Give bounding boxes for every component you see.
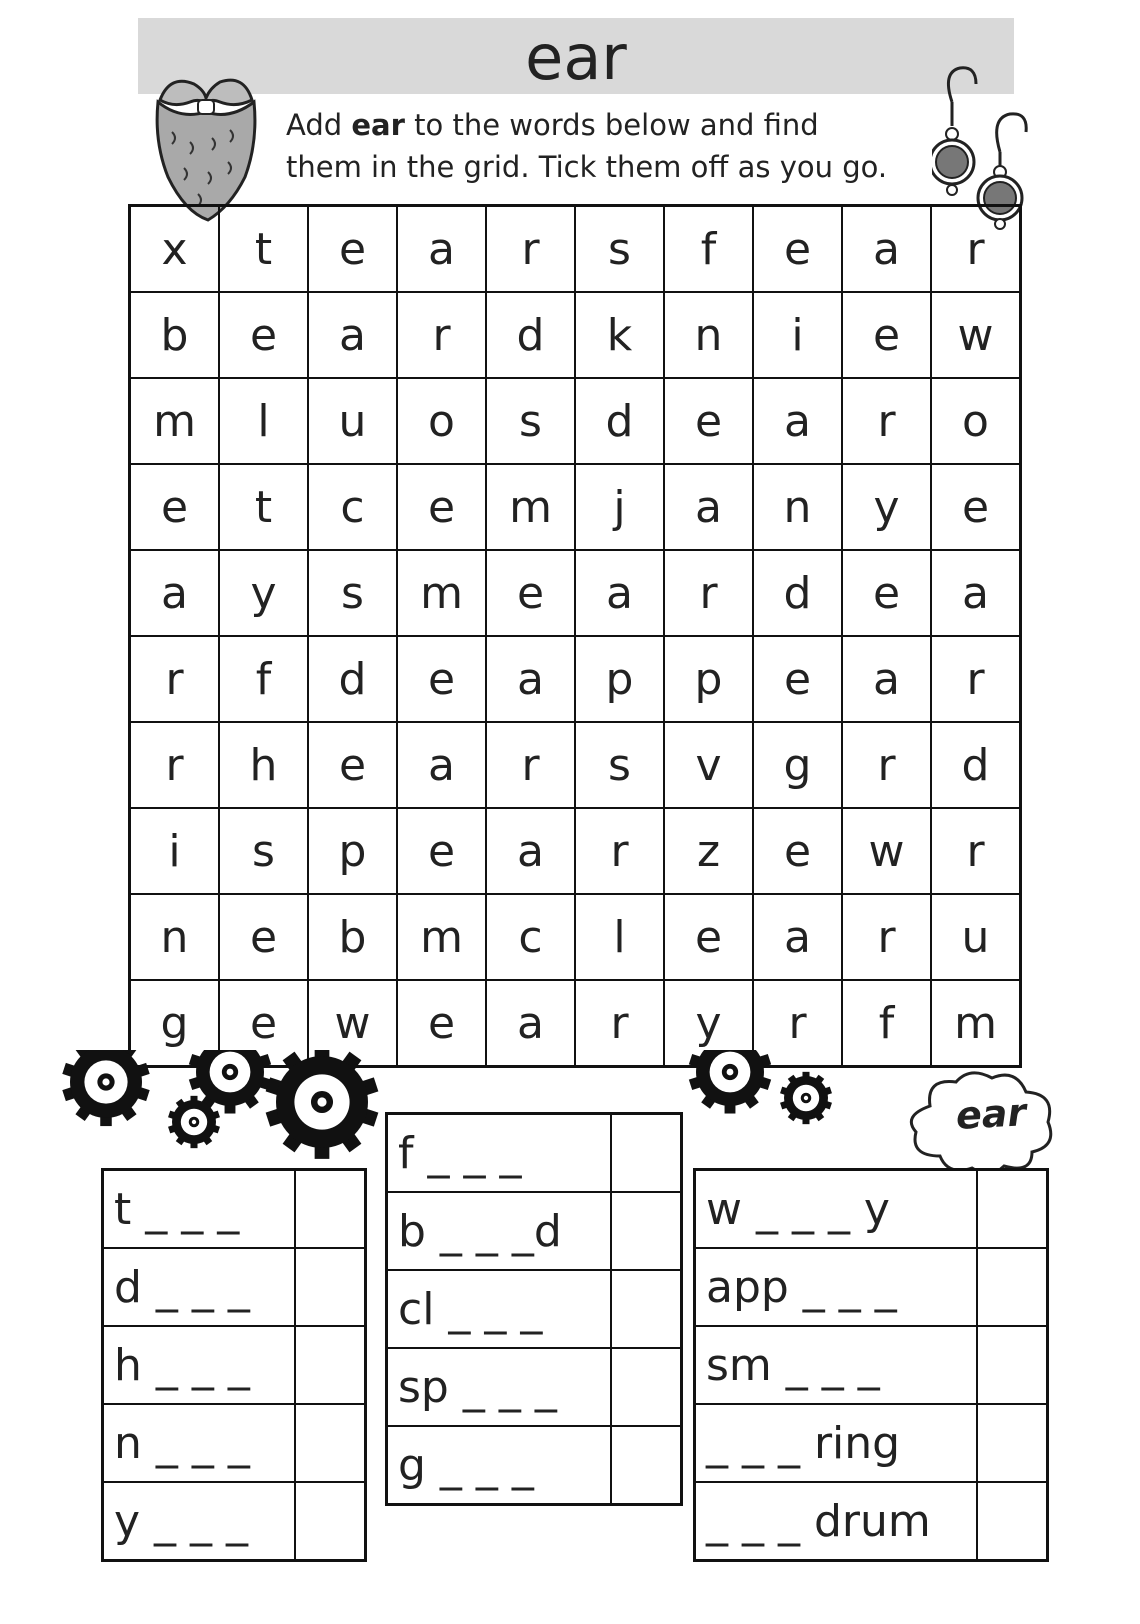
grid-cell[interactable]: t — [219, 464, 308, 550]
gear-icon — [62, 1050, 149, 1126]
word-list-row — [387, 1192, 682, 1270]
grid-cell[interactable]: r — [931, 206, 1021, 293]
grid-cell[interactable]: l — [575, 894, 664, 980]
grid-cell[interactable]: i — [130, 808, 220, 894]
grid-cell[interactable]: h — [219, 722, 308, 808]
grid-cell[interactable]: m — [486, 464, 575, 550]
grid-cell[interactable]: z — [664, 808, 753, 894]
grid-cell[interactable]: r — [931, 808, 1021, 894]
word-list-row — [103, 1404, 366, 1482]
gear-icon — [780, 1072, 832, 1124]
grid-cell[interactable]: n — [753, 464, 842, 550]
grid-cell[interactable]: w — [931, 292, 1021, 378]
word-prompt: y _ _ _ — [103, 1482, 296, 1561]
grid-cell[interactable]: e — [931, 464, 1021, 550]
grid-row — [130, 808, 1021, 894]
word-list-middle — [385, 1112, 683, 1506]
instructions-line-1: Add ear to the words below and find — [286, 108, 819, 142]
grid-cell[interactable]: f — [664, 206, 753, 293]
word-prompt: cl _ _ _ — [387, 1270, 612, 1348]
grid-cell[interactable]: x — [130, 206, 220, 293]
grid-cell[interactable]: s — [486, 378, 575, 464]
grid-cell[interactable]: a — [753, 378, 842, 464]
grid-cell[interactable]: y — [842, 464, 931, 550]
tick-box[interactable] — [611, 1348, 682, 1426]
grid-cell[interactable]: u — [308, 378, 397, 464]
grid-cell[interactable]: r — [842, 378, 931, 464]
grid-cell[interactable]: a — [397, 206, 486, 293]
grid-cell[interactable]: e — [664, 894, 753, 980]
grid-cell[interactable]: u — [931, 894, 1021, 980]
grid-cell[interactable]: m — [931, 980, 1021, 1067]
grid-cell[interactable]: d — [931, 722, 1021, 808]
grid-cell[interactable]: m — [130, 378, 220, 464]
grid-cell[interactable]: e — [219, 980, 308, 1067]
grid-cell[interactable]: r — [486, 722, 575, 808]
grid-cell[interactable]: w — [842, 808, 931, 894]
grid-row — [130, 292, 1021, 378]
grid-cell[interactable]: d — [753, 550, 842, 636]
word-list-row — [103, 1248, 366, 1326]
grid-cell[interactable]: p — [308, 808, 397, 894]
grid-cell[interactable]: r — [130, 722, 220, 808]
gear-icon — [689, 1050, 771, 1114]
word-list-row — [103, 1482, 366, 1561]
grid-cell[interactable]: r — [575, 808, 664, 894]
grid-cell[interactable]: a — [308, 292, 397, 378]
word-prompt: h _ _ _ — [103, 1326, 296, 1404]
grid-cell[interactable]: e — [308, 206, 397, 293]
grid-cell[interactable]: d — [575, 378, 664, 464]
grid-cell[interactable]: o — [397, 378, 486, 464]
grid-cell[interactable]: s — [575, 206, 664, 293]
grid-cell[interactable]: a — [486, 808, 575, 894]
grid-cell[interactable]: a — [842, 636, 931, 722]
grid-cell[interactable]: s — [219, 808, 308, 894]
grid-cell[interactable]: e — [664, 378, 753, 464]
gear-icon — [266, 1050, 379, 1159]
grid-cell[interactable]: e — [753, 808, 842, 894]
word-list-row — [387, 1348, 682, 1426]
grid-cell[interactable]: s — [308, 550, 397, 636]
word-list-row — [695, 1404, 1048, 1482]
grid-cell[interactable]: k — [575, 292, 664, 378]
grid-cell[interactable]: o — [931, 378, 1021, 464]
grid-cell[interactable]: v — [664, 722, 753, 808]
instructions-line-2: them in the grid. Tick them off as you go. — [286, 150, 888, 184]
grid-cell[interactable]: e — [130, 464, 220, 550]
word-list-row — [695, 1482, 1048, 1561]
grid-cell[interactable]: r — [753, 980, 842, 1067]
grid-cell[interactable]: r — [575, 980, 664, 1067]
grid-row — [130, 550, 1021, 636]
grid-cell[interactable]: p — [575, 636, 664, 722]
grid-cell[interactable]: d — [308, 636, 397, 722]
grid-cell[interactable]: r — [842, 894, 931, 980]
grid-cell[interactable]: m — [397, 550, 486, 636]
tick-box[interactable] — [295, 1482, 366, 1561]
grid-row — [130, 636, 1021, 722]
grid-cell[interactable]: a — [842, 206, 931, 293]
grid-cell[interactable]: w — [308, 980, 397, 1067]
tick-box[interactable] — [611, 1192, 682, 1270]
grid-cell[interactable]: y — [664, 980, 753, 1067]
tick-box[interactable] — [611, 1114, 682, 1193]
grid-cell[interactable]: g — [753, 722, 842, 808]
grid-cell[interactable]: e — [308, 722, 397, 808]
grid-row — [130, 894, 1021, 980]
grid-cell[interactable]: e — [219, 292, 308, 378]
word-prompt: d _ _ _ — [103, 1248, 296, 1326]
beard-icon — [150, 72, 260, 222]
tick-box[interactable] — [611, 1270, 682, 1348]
word-list-row — [695, 1170, 1048, 1249]
grid-cell[interactable]: i — [753, 292, 842, 378]
grid-cell[interactable]: b — [308, 894, 397, 980]
word-list-row — [695, 1248, 1048, 1326]
word-list-row — [103, 1170, 366, 1249]
tick-box[interactable] — [295, 1404, 366, 1482]
grid-cell[interactable]: e — [842, 292, 931, 378]
grid-cell[interactable]: a — [664, 464, 753, 550]
grid-cell[interactable]: b — [130, 292, 220, 378]
word-list-row — [387, 1114, 682, 1193]
tick-box[interactable] — [295, 1248, 366, 1326]
grid-cell[interactable]: r — [397, 292, 486, 378]
tick-box[interactable] — [977, 1404, 1048, 1482]
tick-box[interactable] — [295, 1326, 366, 1404]
word-prompt: b _ _ _d — [387, 1192, 612, 1270]
instructions-keyword: ear — [351, 108, 405, 142]
grid-cell[interactable]: c — [486, 894, 575, 980]
tick-box[interactable] — [977, 1326, 1048, 1404]
word-list-row — [695, 1326, 1048, 1404]
grid-cell[interactable]: f — [842, 980, 931, 1067]
tick-box[interactable] — [295, 1170, 366, 1249]
tick-box[interactable] — [977, 1482, 1048, 1561]
grid-cell[interactable]: y — [219, 550, 308, 636]
grid-cell[interactable]: a — [931, 550, 1021, 636]
grid-cell[interactable]: a — [130, 550, 220, 636]
grid-cell[interactable]: a — [486, 636, 575, 722]
grid-row — [130, 722, 1021, 808]
grid-row — [130, 378, 1021, 464]
grid-cell[interactable]: e — [842, 550, 931, 636]
grid-cell[interactable]: r — [130, 636, 220, 722]
grid-cell[interactable]: n — [130, 894, 220, 980]
word-prompt: w _ _ _ y — [695, 1170, 978, 1249]
word-prompt: sp _ _ _ — [387, 1348, 612, 1426]
grid-cell[interactable]: e — [397, 636, 486, 722]
grid-cell[interactable]: e — [753, 636, 842, 722]
tick-box[interactable] — [977, 1170, 1048, 1249]
word-prompt: sm _ _ _ — [695, 1326, 978, 1404]
grid-cell[interactable]: a — [575, 550, 664, 636]
grid-cell[interactable]: a — [397, 722, 486, 808]
grid-cell[interactable]: s — [575, 722, 664, 808]
tick-box[interactable] — [611, 1426, 682, 1505]
grid-cell[interactable]: f — [219, 636, 308, 722]
word-search-grid — [128, 204, 1022, 1068]
word-prompt: _ _ _ drum — [695, 1482, 978, 1561]
word-list-right — [693, 1168, 1049, 1562]
page-title: ear — [525, 21, 627, 94]
word-prompt: f _ _ _ — [387, 1114, 612, 1193]
word-prompt: t _ _ _ — [103, 1170, 296, 1249]
grid-cell[interactable]: a — [753, 894, 842, 980]
grid-cell[interactable]: e — [219, 894, 308, 980]
grid-cell[interactable]: e — [753, 206, 842, 293]
grid-row — [130, 464, 1021, 550]
grid-row — [130, 206, 1021, 293]
grid-cell[interactable]: j — [575, 464, 664, 550]
word-list-left — [101, 1168, 367, 1562]
word-list-row — [103, 1326, 366, 1404]
word-prompt: n _ _ _ — [103, 1404, 296, 1482]
grid-cell[interactable]: l — [219, 378, 308, 464]
grid-cell[interactable]: e — [397, 980, 486, 1067]
word-prompt: g _ _ _ — [387, 1426, 612, 1505]
grid-cell[interactable]: e — [397, 464, 486, 550]
grid-cell[interactable]: r — [931, 636, 1021, 722]
tick-box[interactable] — [977, 1248, 1048, 1326]
word-prompt: app _ _ _ — [695, 1248, 978, 1326]
cloud-label: ear — [954, 1090, 1028, 1138]
word-prompt: _ _ _ ring — [695, 1404, 978, 1482]
grid-cell[interactable]: p — [664, 636, 753, 722]
grid-cell[interactable]: n — [664, 292, 753, 378]
grid-cell[interactable]: c — [308, 464, 397, 550]
grid-cell[interactable]: a — [486, 980, 575, 1067]
grid-cell[interactable]: r — [664, 550, 753, 636]
grid-cell[interactable]: e — [486, 550, 575, 636]
instructions — [286, 104, 926, 188]
grid-cell[interactable]: g — [130, 980, 220, 1067]
grid-cell[interactable]: t — [219, 206, 308, 293]
word-list-row — [387, 1426, 682, 1505]
grid-cell[interactable]: e — [397, 808, 486, 894]
grid-cell[interactable]: m — [397, 894, 486, 980]
grid-cell[interactable]: r — [486, 206, 575, 293]
grid-cell[interactable]: d — [486, 292, 575, 378]
grid-cell[interactable]: r — [842, 722, 931, 808]
word-list-row — [387, 1270, 682, 1348]
